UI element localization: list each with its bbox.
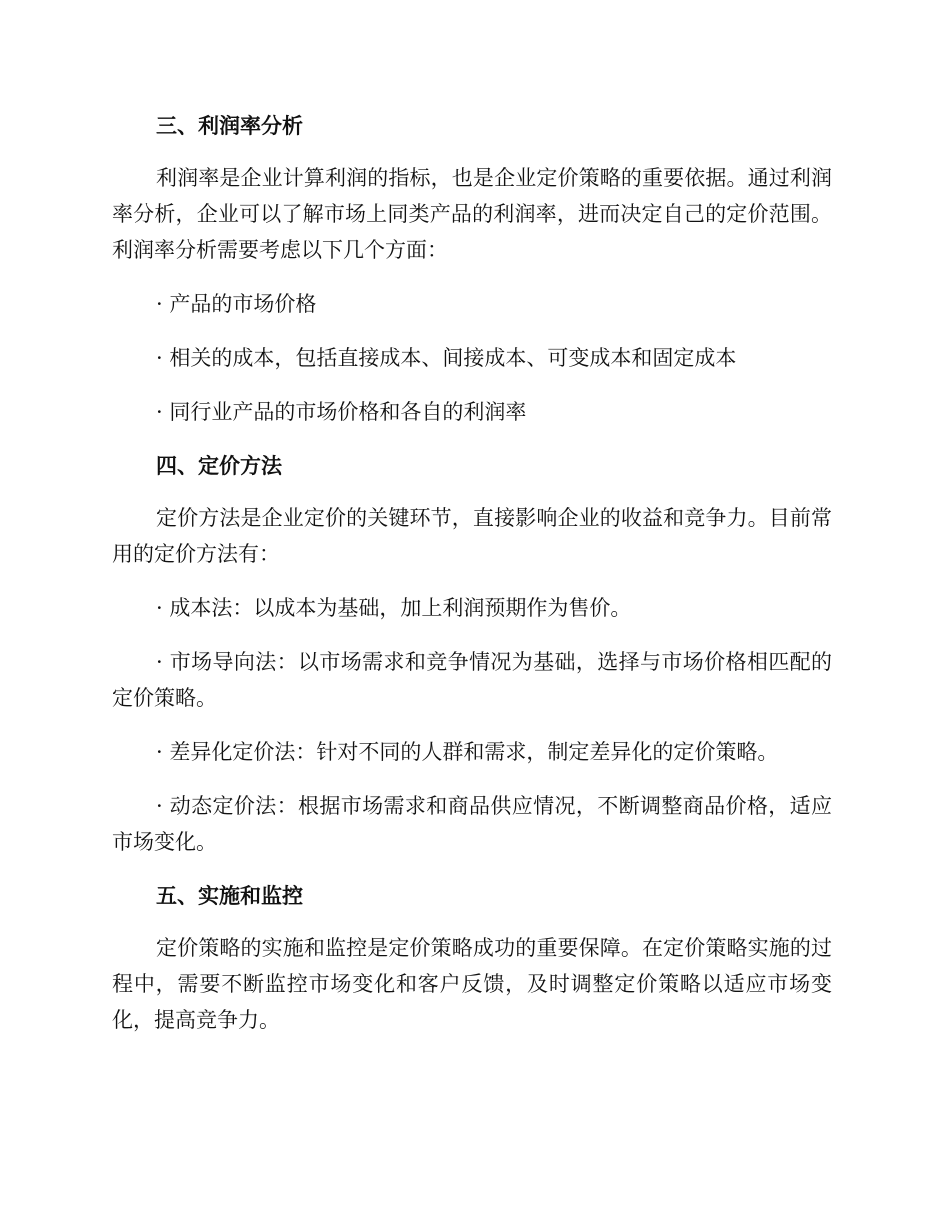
paragraph-implementation: 定价策略的实施和监控是定价策略成功的重要保障。在定价策略实施的过程中，需要不断监控市场变化和客户反馈，及时调整定价策略以适应市场变化，提高竞争力。 <box>112 936 832 1032</box>
paragraph-profit-margin: 利润率是企业计算利润的指标，也是企业定价策略的重要依据。通过利润率分析，企业可以了解市场上同类产品的利润率，进而决定自己的定价范围。利润率分析需要考虑以下几个方面： <box>112 166 832 262</box>
bullet-item: · 市场导向法：以市场需求和竞争情况为基础，选择与市场价格相匹配的定价策略。 <box>112 650 832 710</box>
bullet-item: · 差异化定价法：针对不同的人群和需求，制定差异化的定价策略。 <box>156 740 779 764</box>
bullet-item: · 相关的成本，包括直接成本、间接成本、可变成本和固定成本 <box>156 346 737 370</box>
bullet-item: · 动态定价法：根据市场需求和商品供应情况，不断调整商品价格，适应市场变化。 <box>112 794 832 854</box>
section-heading-pricing-methods: 四、定价方法 <box>156 454 282 478</box>
bullet-item: · 同行业产品的市场价格和各自的利润率 <box>156 400 527 424</box>
section-heading-profit-margin: 三、利润率分析 <box>156 114 303 138</box>
document-page <box>112 108 832 1056</box>
bullet-item: · 成本法：以成本为基础，加上利润预期作为售价。 <box>156 596 632 620</box>
bullet-item: · 产品的市场价格 <box>156 292 317 316</box>
paragraph-pricing-methods: 定价方法是企业定价的关键环节，直接影响企业的收益和竞争力。目前常用的定价方法有： <box>112 506 832 566</box>
section-heading-implementation: 五、实施和监控 <box>156 884 303 908</box>
